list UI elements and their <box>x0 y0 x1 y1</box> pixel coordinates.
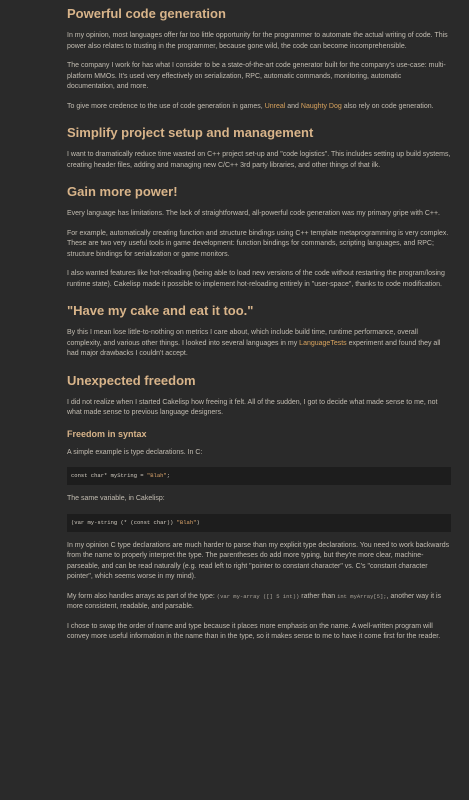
paragraph <box>67 102 451 113</box>
code-string: "Blah" <box>176 518 197 526</box>
text: also rely on code generation. <box>341 102 434 110</box>
paragraph: I chose to swap the order of name and type because it places more emphasis on the name. A well-written program will convey more useful information in the name than in the type, so it makes sense to me to have it come first for the reader. <box>67 622 441 640</box>
code-text: const char* myString = <box>71 472 147 479</box>
text: By this I mean lose little-to-nothing on metrics I care about, which include build time, runtime performance, overall complexity, and various other things. I looked into several languages in my <box>67 329 418 347</box>
text: My form also handles arrays as part of the type: <box>67 592 217 600</box>
paragraph: For example, automatically creating function and structure bindings using C++ template metaprogramming is very complex. These are two very useful tools in game development: function bindings for commands, scripting languages, and RPC; structure bindings for serialization or game monitors. <box>67 229 449 258</box>
paragraph: The same variable, in Cakelisp: <box>67 495 165 502</box>
section-simplify-project-setup <box>67 125 451 171</box>
section-heading: Unexpected freedom <box>67 372 196 388</box>
section-powerful-code-generation <box>67 6 451 112</box>
sub-heading: Freedom in syntax <box>67 428 147 439</box>
naughty-dog-link[interactable]: Naughty Dog <box>300 102 342 110</box>
section-heading: Gain more power! <box>67 184 178 199</box>
section-unexpected-freedom <box>67 373 451 643</box>
text: , another way it is more consistent, readable, and parsable. <box>67 592 442 610</box>
text: and <box>285 102 301 110</box>
code-string: "Blah" <box>146 472 167 479</box>
section-gain-more-power <box>67 184 451 290</box>
section-have-my-cake <box>67 303 451 360</box>
paragraph: I did not realize when I started Cakelisp how freeing it felt. All of the sudden, I got to decide what made sense to me, not what made sense to previous language designers. <box>67 398 438 416</box>
paragraph <box>67 592 451 613</box>
section-heading: Simplify project setup and management <box>67 125 314 140</box>
paragraph: In my opinion, most languages offer far too little opportunity for the programmer to automate the actual writing of code. This power also relates to trusting in the programmer, because gone wild, the code can become incomprehensible. <box>67 32 448 50</box>
paragraph: The company I work for has what I consider to be a state-of-the-art code generator built for the company's use-case: multi-platform MMOs. It's used very effectively on serialization, RPC, automatic commands, monitoring, automatic documentation, and more. <box>67 62 446 90</box>
code-block-cakelisp <box>67 514 451 532</box>
paragraph: A simple example is type declarations. In C: <box>67 448 203 456</box>
text: To give more credence to the use of code generation in games, <box>67 102 265 110</box>
paragraph <box>67 328 451 360</box>
text: rather than <box>299 592 338 600</box>
code-block-c <box>67 467 451 485</box>
inline-code: int myArray[5]; <box>337 592 387 600</box>
section-heading: "Have my cake and eat it too." <box>67 303 254 318</box>
text: experiment and found they all had major drawbacks I couldn't accept. <box>67 339 441 357</box>
section-heading: Powerful code generation <box>67 6 226 21</box>
paragraph: I want to dramatically reduce time wasted on C++ project set-up and "code logistics". This includes setting up build systems, creating header files, adding and managing new C/C++ 3rd party libraries, and other things of that ilk. <box>67 151 451 169</box>
paragraph: Every language has limitations. The lack of straightforward, all-powerful code generation was my primary gripe with C++. <box>67 210 440 217</box>
code-text: ; <box>166 472 171 479</box>
code-text: (var my-string (* (const char)) <box>71 518 177 526</box>
code-text: ) <box>196 518 200 526</box>
paragraph: I also wanted features like hot-reloading (being able to load new versions of the code without restarting the program/losing runtime state). Cakelisp made it possible to implement hot-reloading entirely in "user-space", thanks to code modification. <box>67 270 445 288</box>
inline-code: (var my-array ([] 5 int)) <box>216 592 300 600</box>
language-tests-link[interactable]: LanguageTests <box>299 339 347 347</box>
paragraph: In my opinion C type declarations are much harder to parse than my explicit type declarations. You need to work backwards from the name to properly interpret the type. The parentheses do add more typing, but they're more clear, machine-parseable, and can be read naturally (e.g. read left to right "pointer to constant character" vs. C's "constant character pointer", which seems worse in my mind). <box>67 541 450 580</box>
unreal-link[interactable]: Unreal <box>264 102 286 110</box>
